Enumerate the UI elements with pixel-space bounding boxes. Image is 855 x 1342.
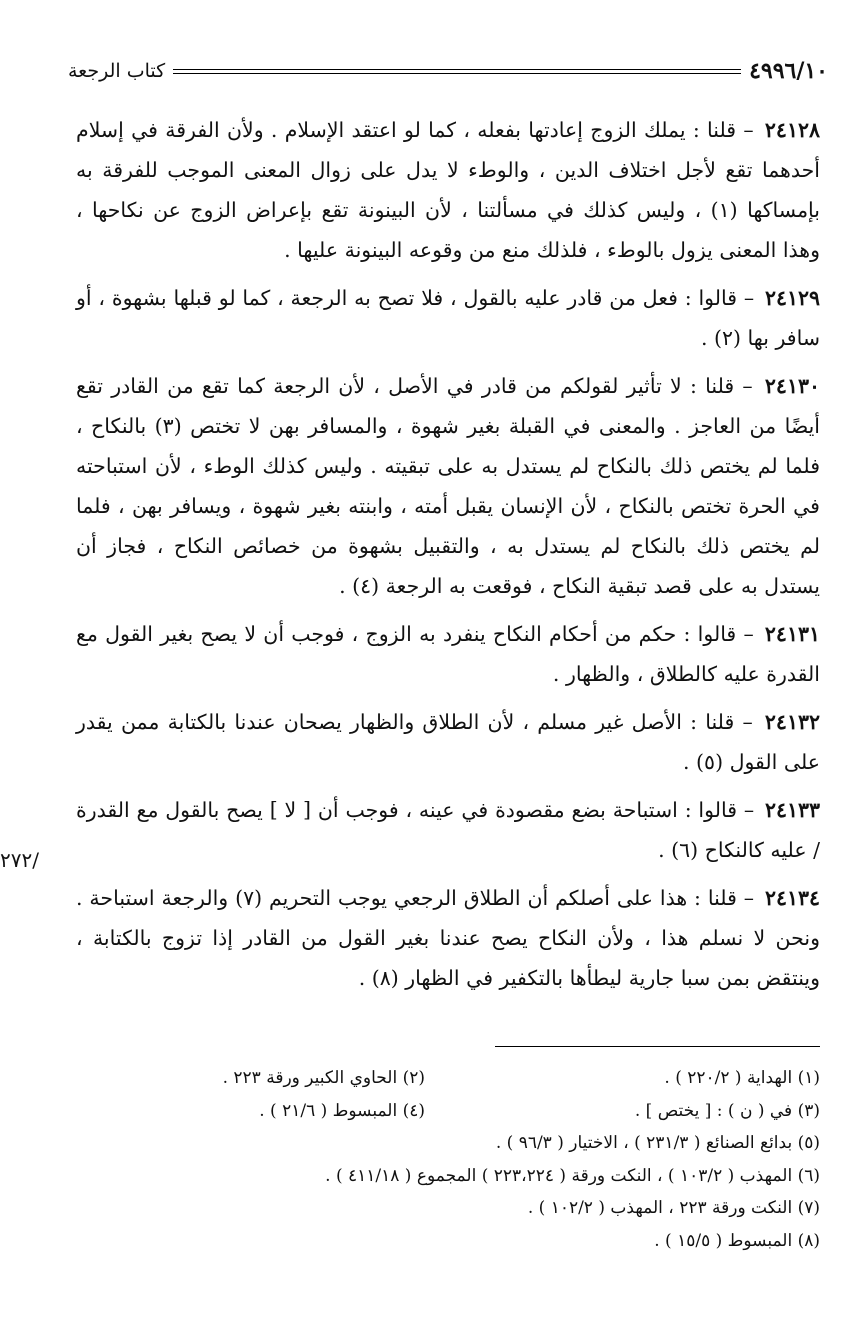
footnote-6: (٦) المهذب ( ١٠٣/٢ ) ، النكت ورقة ( ٢٢٣،٢٢٤ ) المجموع ( ٤١١/١٨ ) . [325, 1165, 820, 1186]
paragraph-text: – قالوا : استباحة بضع مقصودة في عينه ، فوجب أن [ لا ] يصح بالقول مع القدرة / عليه كالنكاح (٦) . [76, 798, 820, 862]
paragraph-number: ٢٤١٣٣ [764, 798, 820, 822]
footnote-separator [495, 1046, 820, 1047]
footnote-row [160, 1062, 820, 1095]
paragraph-text: – قالوا : فعل من قادر عليه بالقول ، فلا تصح به الرجعة ، كما لو قبلها بشهوة ، أو سافر بها (٢) . [76, 286, 820, 350]
paragraph-text: – قلنا : يملك الزوج إعادتها بفعله ، كما لو اعتقد الإسلام . ولأن الفرقة في إسلام أحدهما تقع لأجل اختلاف الدين ، والوطء لا يدل على زوال المعنى الموجب للفرقة به بإمساكها (١) ، وليس كذلك في مسألتنا ، لأن البينونة تقع بإعراض الزوج عن نكاحها ، وهذا المعنى يزول بالوطء ، فلذلك منع من وقوعه البينونة عليها . [76, 118, 820, 262]
paragraph-24132 [76, 702, 820, 782]
footnote-1: (١) الهداية ( ٢٢٠/٢ ) . [664, 1068, 820, 1088]
header-rule [173, 69, 741, 74]
paragraph-24133 [76, 790, 820, 870]
page-number: ٤٩٩٦/١٠ [749, 58, 828, 84]
paragraph-text: – قلنا : هذا على أصلكم أن الطلاق الرجعي يوجب التحريم (٧) والرجعة استباحة . ونحن لا نسلم هذا ، ولأن النكاح يصح عندنا بغير القول من القادر إذا تزوج بالكتابة ، وينتقض بمن سبا جارية ليطأها بالتكفير في الظهار (٨) . [76, 886, 820, 990]
footnote-7: (٧) النكت ورقة ٢٢٣ ، المهذب ( ١٠٢/٢ ) . [527, 1198, 820, 1218]
footnote-row [160, 1095, 820, 1128]
footnote-2: (٢) الحاوي الكبير ورقة ٢٢٣ . [222, 1068, 425, 1088]
paragraph-text: – قلنا : الأصل غير مسلم ، لأن الطلاق والظهار يصحان عندنا بالكتابة ممن يقدر على القول (٥) . [76, 710, 820, 774]
footnote-4: (٤) المبسوط ( ٢١/٦ ) . [259, 1100, 425, 1121]
footnote-5: (٥) بدائع الصنائع ( ٢٣١/٣ ) ، الاختيار ( ٩٦/٣ ) . [495, 1133, 820, 1153]
footnote-8: (٨) المبسوط ( ١٥/٥ ) . [654, 1230, 820, 1251]
paragraph-number: ٢٤١٣٤ [764, 886, 820, 910]
paragraph-number: ٢٤١٢٩ [764, 286, 820, 310]
section-title: كتاب الرجعة [68, 60, 166, 82]
paragraph-text: – قلنا : لا تأثير لقولكم من قادر في الأصل ، لأن الرجعة كما تقع من القادر تقع أيضًا من العاجز . والمعنى في القبلة بغير شهوة ، والمسافر بهن لا تختص (٣) بالنكاح ، فلما لم يختص ذلك بالنكاح لم يستدل به على تبقيته . وليس كذلك الوطء ، لأن استباحته في الحرة تختص بالنكاح ، لأن الإنسان يقبل أمته ، وابنته بغير شهوة ، ويسافر بهن ، فلما لم يختص ذلك بالنكاح لم يستدل به ، والتقبيل بشهوة من خصائص النكاح ، فجاز أن يستدل به على قصد تبقية النكاح ، فوقعت به الرجعة (٤) . [76, 374, 820, 598]
footnotes [160, 1062, 820, 1257]
paragraph-number: ٢٤١٣٠ [764, 374, 820, 398]
page-header [68, 56, 828, 86]
footnote-3: (٣) في ( ن ) : [ يختص ] . [634, 1100, 820, 1121]
paragraph-text: – قالوا : حكم من أحكام النكاح ينفرد به الزوج ، فوجب أن لا يصح بغير القول مع القدرة عليه كالطلاق ، والظهار . [76, 622, 820, 686]
main-text [76, 110, 820, 1006]
paragraph-24130 [76, 366, 820, 606]
paragraph-number: ٢٤١٢٨ [764, 118, 820, 142]
paragraph-number: ٢٤١٣٢ [764, 710, 820, 734]
margin-page-reference: /٢٧٢ [0, 848, 39, 872]
paragraph-24131 [76, 614, 820, 694]
paragraph-24128 [76, 110, 820, 270]
paragraph-number: ٢٤١٣١ [764, 622, 820, 646]
paragraph-24134 [76, 878, 820, 998]
paragraph-24129 [76, 278, 820, 358]
